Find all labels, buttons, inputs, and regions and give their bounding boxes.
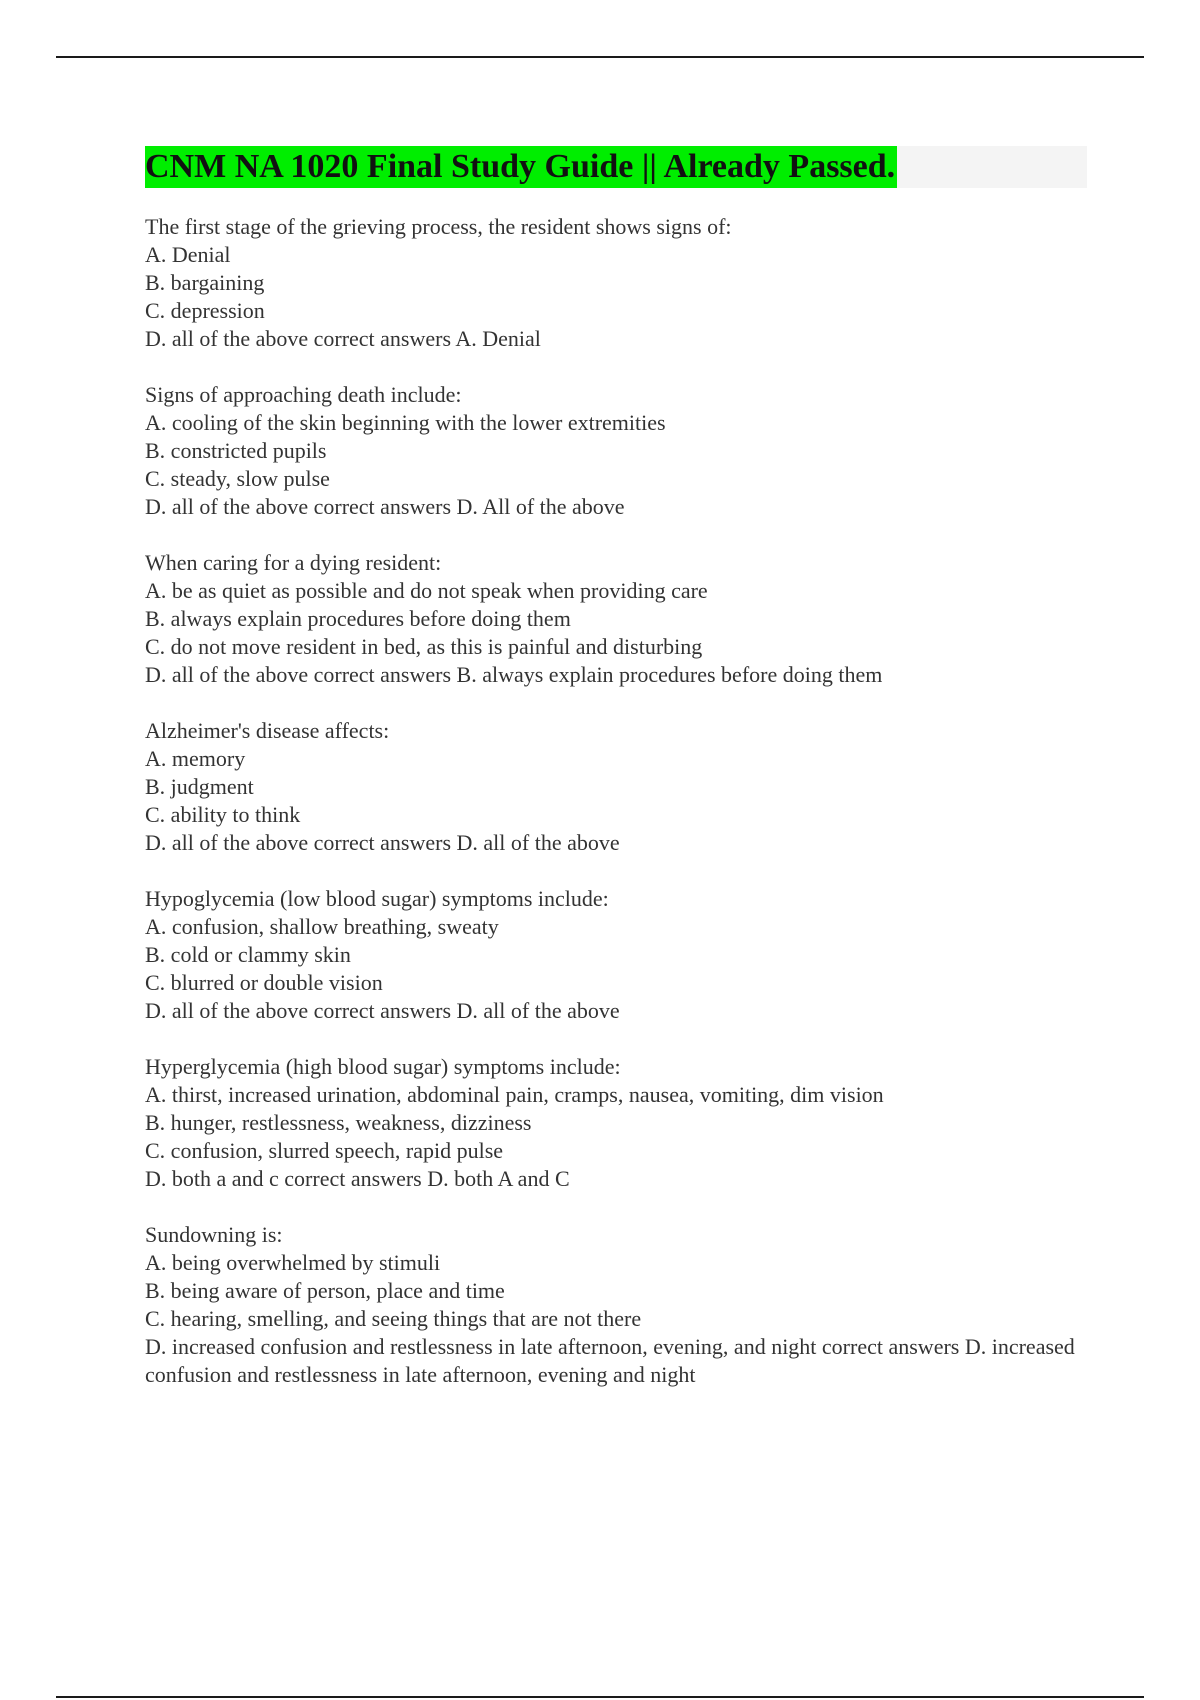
question-prompt: The first stage of the grieving process, the resident shows signs of: — [145, 214, 732, 239]
question-block — [145, 885, 1085, 1025]
question-prompt: Hyperglycemia (high blood sugar) symptoms include: — [145, 1054, 621, 1079]
answer-option: B. constricted pupils — [145, 438, 327, 463]
answer-option: C. do not move resident in bed, as this is painful and disturbing — [145, 634, 703, 659]
answer-option: D. all of the above correct answers A. Denial — [145, 326, 541, 351]
answer-option: A. cooling of the skin beginning with the lower extremities — [145, 410, 666, 435]
answer-option: B. hunger, restlessness, weakness, dizziness — [145, 1110, 532, 1135]
answer-option: D. both a and c correct answers D. both A and C — [145, 1166, 570, 1191]
answer-option: C. hearing, smelling, and seeing things that are not there — [145, 1306, 642, 1331]
answer-option: C. depression — [145, 298, 265, 323]
question-block — [145, 1221, 1085, 1389]
answer-option: A. Denial — [145, 242, 231, 267]
answer-option: C. ability to think — [145, 802, 301, 827]
answer-option: C. blurred or double vision — [145, 970, 383, 995]
answer-option: B. judgment — [145, 774, 254, 799]
answer-option: D. all of the above correct answers D. all of the above — [145, 830, 620, 855]
answer-option: B. cold or clammy skin — [145, 942, 351, 967]
footer-rule — [56, 1696, 1144, 1698]
question-prompt: Alzheimer's disease affects: — [145, 718, 390, 743]
question-prompt: Signs of approaching death include: — [145, 382, 462, 407]
question-prompt: Sundowning is: — [145, 1222, 283, 1247]
answer-option: A. confusion, shallow breathing, sweaty — [145, 914, 499, 939]
question-block — [145, 717, 1085, 857]
answer-option: C. steady, slow pulse — [145, 466, 330, 491]
answer-option: D. all of the above correct answers D. all of the above — [145, 998, 620, 1023]
answer-option: D. all of the above correct answers D. All of the above — [145, 494, 625, 519]
question-prompt: Hypoglycemia (low blood sugar) symptoms include: — [145, 886, 609, 911]
header-rule — [56, 56, 1144, 58]
answer-option: D. increased confusion and restlessness in late afternoon, evening, and night correct answers D. increased confusion and restlessness in late afternoon, evening and night — [145, 1334, 1081, 1387]
document-title: CNM NA 1020 Final Study Guide || Already Passed. — [145, 146, 897, 188]
question-prompt: When caring for a dying resident: — [145, 550, 442, 575]
question-block — [145, 549, 1085, 689]
answer-option: B. bargaining — [145, 270, 265, 295]
answer-option: B. being aware of person, place and time — [145, 1278, 505, 1303]
answer-option: A. being overwhelmed by stimuli — [145, 1250, 441, 1275]
document-body — [145, 213, 1085, 1417]
answer-option: A. be as quiet as possible and do not speak when providing care — [145, 578, 708, 603]
answer-option: D. all of the above correct answers B. always explain procedures before doing them — [145, 662, 883, 687]
answer-option: B. always explain procedures before doing them — [145, 606, 571, 631]
answer-option: C. confusion, slurred speech, rapid pulse — [145, 1138, 504, 1163]
question-block — [145, 213, 1085, 353]
question-block — [145, 381, 1085, 521]
question-block — [145, 1053, 1085, 1193]
answer-option: A. thirst, increased urination, abdominal pain, cramps, nausea, vomiting, dim vision — [145, 1082, 884, 1107]
answer-option: A. memory — [145, 746, 246, 771]
